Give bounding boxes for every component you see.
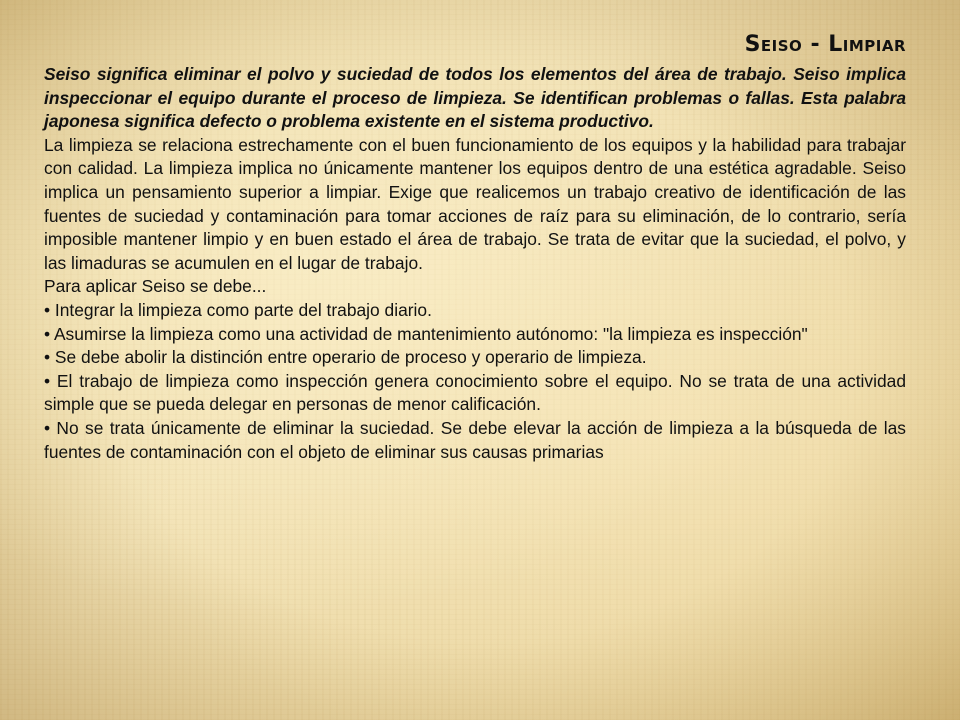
intro-paragraph: Seiso significa eliminar el polvo y suciedad de todos los elementos del área de trabajo. Seiso implica inspeccionar el equipo durante el proceso de limpieza. Se identifican problemas o fallas. Esta palabra japonesa significa defecto o problema existente en el sistema productivo. [44, 64, 906, 132]
bullet-item: • Se debe abolir la distinción entre operario de proceso y operario de limpieza. [44, 347, 647, 368]
body-paragraph: La limpieza se relaciona estrechamente con el buen funcionamiento de los equipos y la habilidad para trabajar con calidad. La limpieza implica no únicamente mantener los equipos dentro de una estética agradable. Seiso implica un pensamiento superior a limpiar. Exige que realicemos un trabajo creativo de identificación de las fuentes de suciedad y contaminación para tomar acciones de raíz para su eliminación, de lo contrario, sería imposible mantener limpio y en buen estado el área de trabajo. Se trata de evitar que la suciedad, el polvo, y las limaduras se acumulen en el lugar de trabajo. [44, 134, 906, 273]
bullet-item: • No se trata únicamente de eliminar la suciedad. Se debe elevar la acción de limpieza a la búsqueda de las fuentes de contaminación con el objeto de eliminar sus causas primarias [44, 417, 906, 462]
slide-content [44, 30, 906, 464]
bullet-item: • El trabajo de limpieza como inspección genera conocimiento sobre el equipo. No se trata de una actividad simple que se pueda delegar en personas de menor calificación. [44, 370, 906, 415]
lead-line: Para aplicar Seiso se debe... [44, 276, 267, 297]
bullet-item: • Integrar la limpieza como parte del trabajo diario. [44, 299, 432, 320]
slide-title [44, 30, 906, 60]
bullet-item: • Asumirse la limpieza como una actividad de mantenimiento autónomo: "la limpieza es inspección" [44, 323, 808, 344]
slide-title-text: Seiso - Limpiar [744, 32, 906, 57]
